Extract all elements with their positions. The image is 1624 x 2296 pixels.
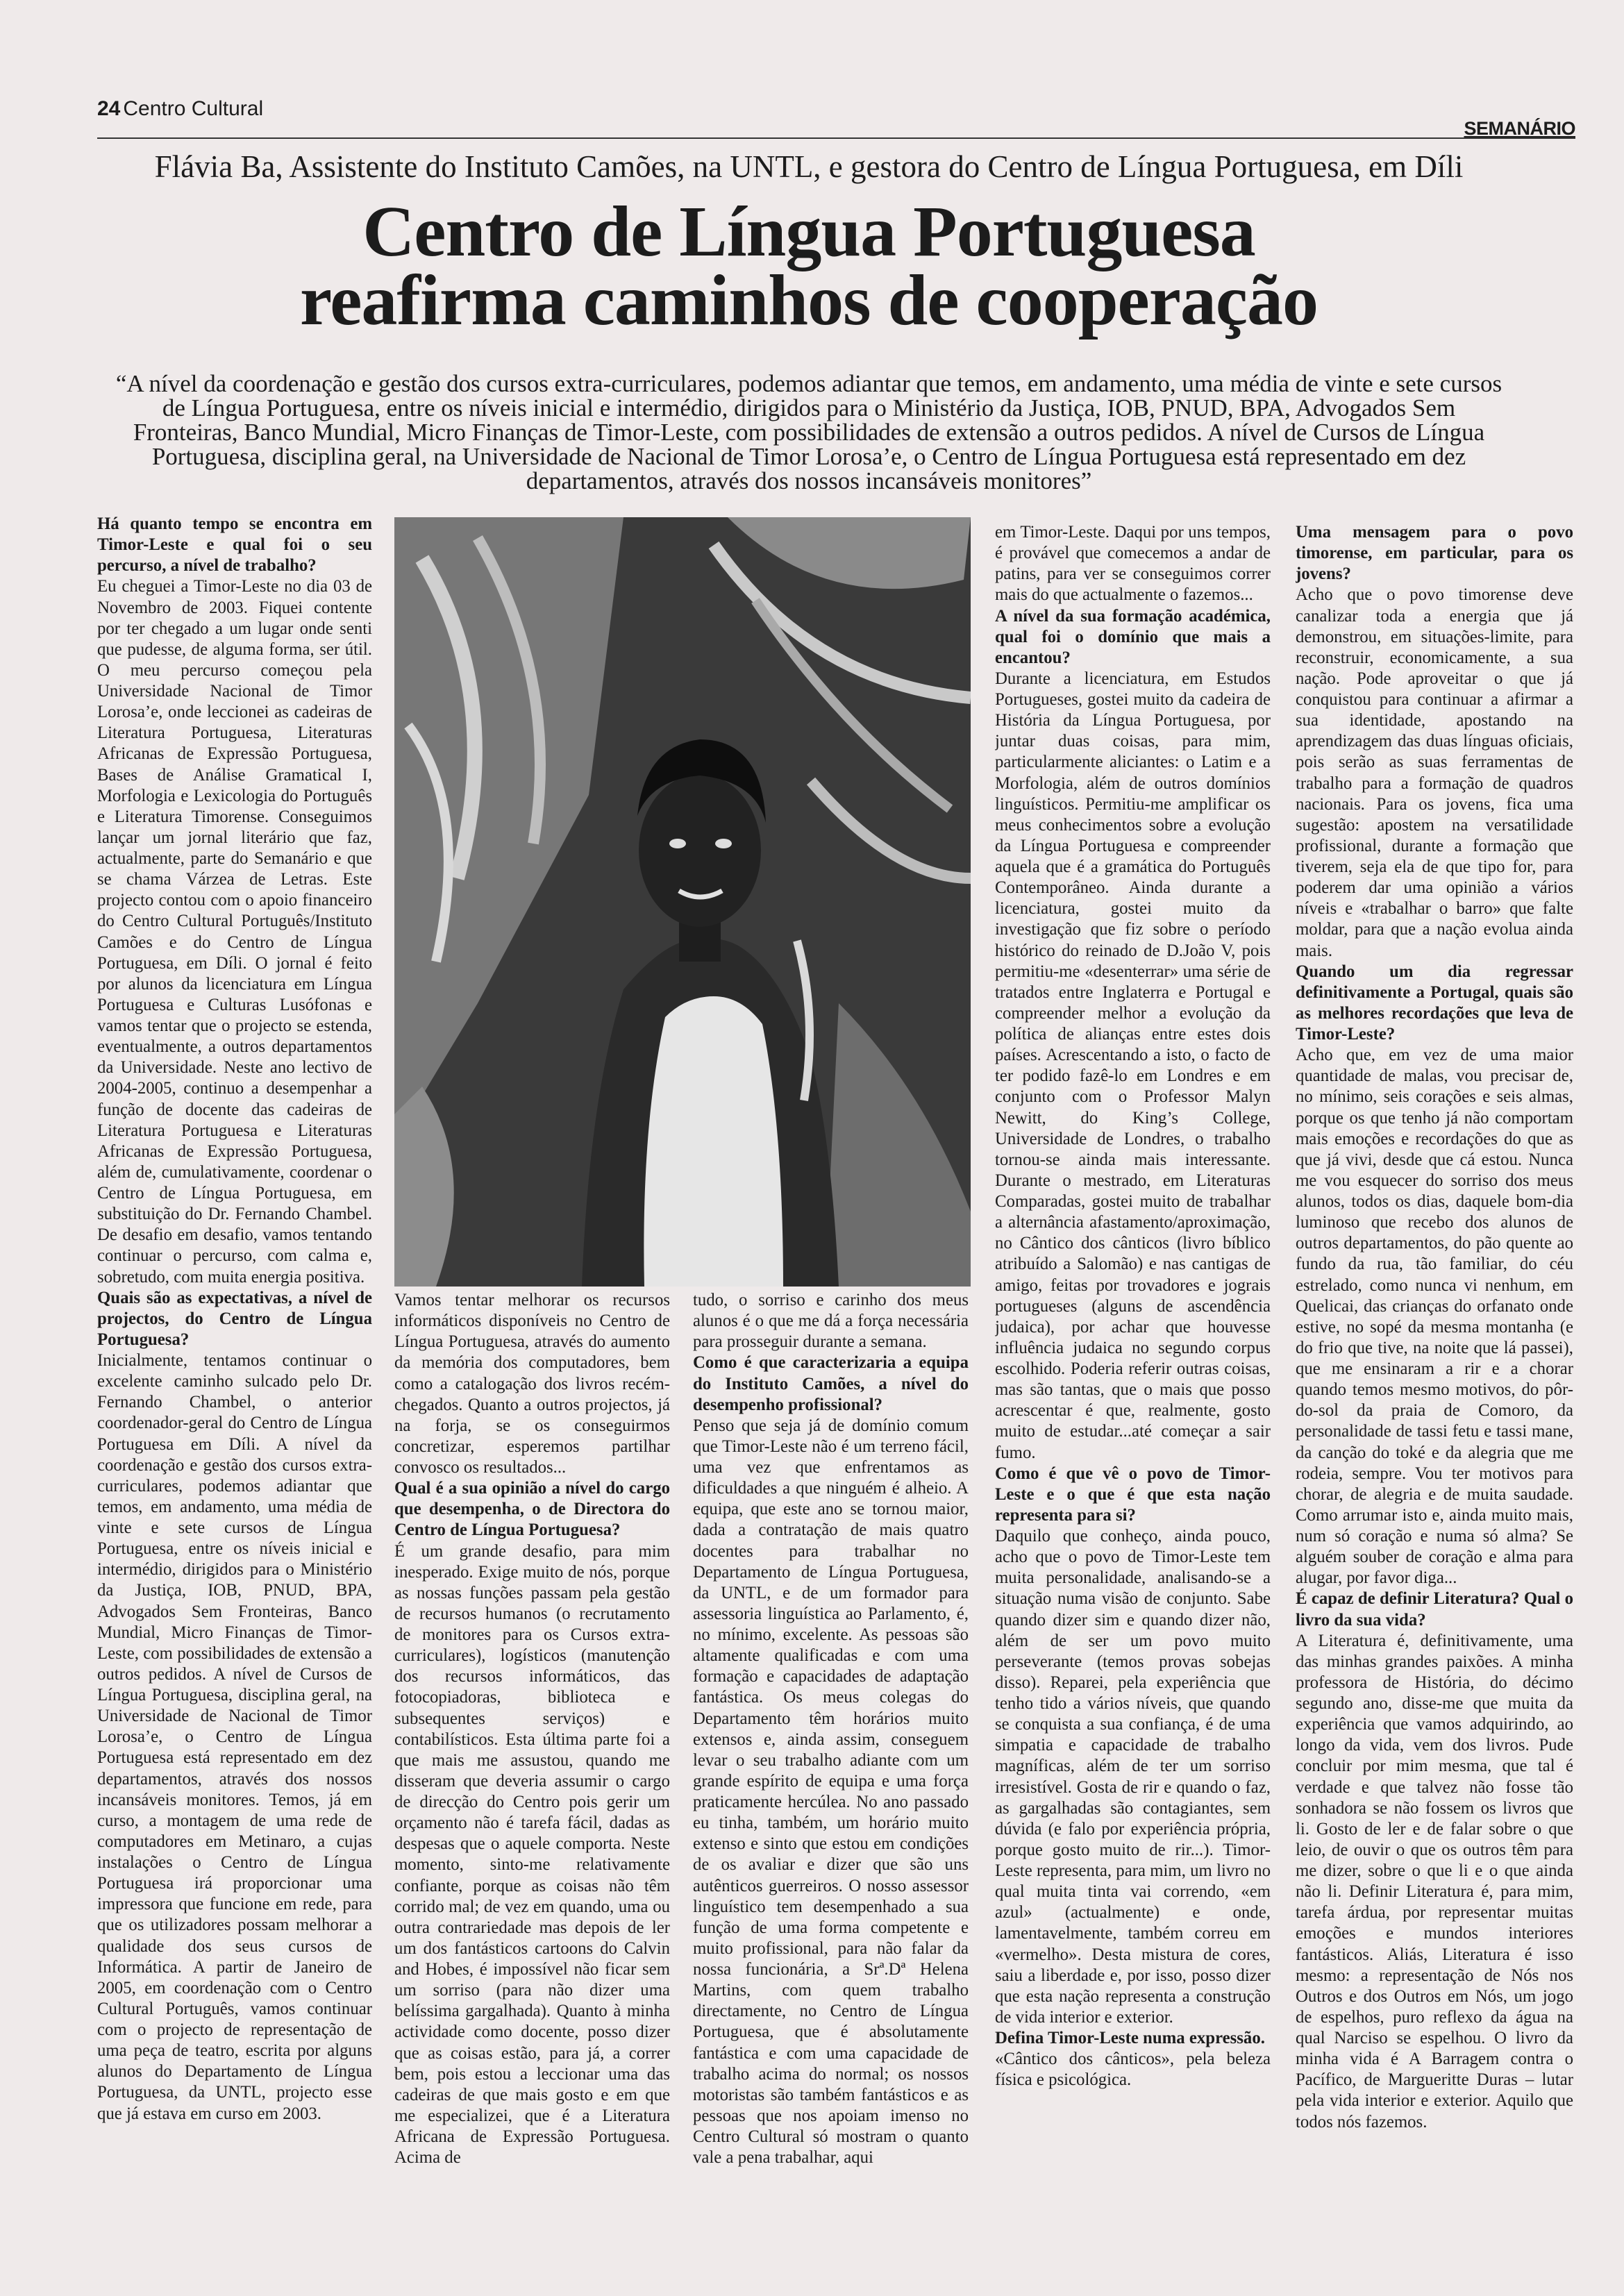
interview-question: Há quanto tempo se encontra em Timor-Leste e qual foi o seu percurso, a nível de trabalho? (97, 514, 372, 576)
interview-answer: Durante a licenciatura, em Estudos Portugueses, gostei muito da cadeira de História da Língua Portuguesa, por juntar duas coisas, para mim, particularmente aliciantes: o Latim e a Morfologia, além de outros domínios linguísticos. Permitiu-me amplificar os meus conhecimentos sobre a evolução da Língua Portuguesa e compreender aquela que é a gramática do Português Contemporâneo. Ainda durante a licenciatura, gostei muito da investigação que fiz sobre o período histórico do reinado de D.João V, pois permitiu-me «desenterrar» uma série de tratados entre Inglaterra e Portugal e compreender melhor a evolução da política de alianças entre estes dois países. Acrescentando a isto, o facto de ter podido fazê-lo em Londres e em conjunto com o Professor Malyn Newitt, do King’s College, Universidade de Londres, o trabalho tornou-se ainda mais interessante. Durante o mestrado, em Literaturas Comparadas, gostei muito de trabalhar a alternância afastamento/aproximação, no Cântico dos cânticos (livro bíblico atribuído a Salomão) e nas cantigas de amigo, feitas por trovadores e jograis portugueses (alguns de ascendência judaica), por achar que houvesse influência judaica no segundo corpus escolhido. Poderia referir outras coisas, mas são tantas, que o mais que posso acrescentar é que, realmente, gosto muito de estudar...até começar a sair fumo. (995, 669, 1271, 1462)
interview-answer: Acho que, em vez de uma maior quantidade de malas, vou precisar de, no mínimo, seis corações e seis almas, porque os que tenho já não comportam mais emoções e recordações do que as que já vivi, desde que cá estou. Nunca me vou esquecer do sorriso dos meus alunos, todos os dias, daquele bom-dia luminoso que recebo dos alunos de outros departamentos, do pão quente ao fundo da rua, tão familiar, do céu estrelado, como nunca vi nenhum, em Quelicai, das crianças do orfanato onde estive, no sopé da mesma montanha (e do frio que tive, na noite que lá passei), que me ensinaram a rir e a chorar quando temos mesmo motivos, do pôr-do-sol da praia de Comoro, da personalidade de tassi fetu e tassi mane, da canção do toké e da alegria que me rodeia, sempre. Vou ter motivos para chorar, de alegria e de muita saudade. Como arrumar isto e, ainda muito mais, num só coração e numa só alma? Se alguém souber de coração e alma para alugar, por favor diga... (1296, 1046, 1573, 1588)
interview-answer: Daquilo que conheço, ainda pouco, acho que o povo de Timor-Leste tem muita personalidade, analisando-se a situação numa visão de conjunto. Sabe quando dizer sim e quando dizer não, além de ser um povo muito perseverante (temos provas sobejas disso). Reparei, pela experiência que tenho tido a vários níveis, que quando se conquista a sua confiança, é de uma simpatia e capacidade de trabalho magníficas, além de ter um sorriso irresistível. Gosta de rir e quando o faz, as gargalhadas são contagiantes, sem dúvida (e falo por experiência própria, porque gosto muito de rir...). Timor-Leste representa, para mim, um livro no qual muita tinta vai correndo, «em azul» (actualmente) e onde, lamentavelmente, também correu em «vermelho». Desta mistura de cores, saiu a liberdade e, por isso, posso dizer que esta nação representa a construção de vida interior e exterior. (995, 1527, 1271, 2027)
newspaper-name: SEMANÁRIO (1464, 118, 1575, 139)
interview-answer: Eu cheguei a Timor-Leste no dia 03 de Novembro de 2003. Fiquei contente por ter chegado a um lugar onde senti que pudesse, de alguma forma, ser útil. O meu percurso começou pela Universidade Nacional de Timor Lorosa’e, onde leccionei as cadeiras de Literatura Portuguesa, Literaturas Africanas de Expressão Portuguesa, Bases de Análise Gramatical I, Morfologia e Lexicologia do Português e Literatura Timorense. Conseguimos lançar um jornal literário que faz, actualmente, parte do Semanário e que se chama Várzea de Letras. Este projecto contou com o apoio financeiro do Centro Cultural Português/Instituto Camões e do Centro de Língua Portuguesa, em Díli. O jornal é feito por alunos da licenciatura em Língua Portuguesa e Culturas Lusófonas e vamos tentar que o projecto se estenda, eventualmente, a outros departamentos da Universidade. Neste ano lectivo de 2004-2005, continuo a desempenhar a função de docente das cadeiras de Literatura Portuguesa e Literaturas Africanas de Expressão Portuguesa, além de, cumulativamente, coordenar o Centro de Língua Portuguesa, em substituição do Dr. Fernando Chambel. De desafio em desafio, vamos tentando continuar o percurso, com calma e, sobretudo, com muita energia positiva. (97, 577, 372, 1287)
article-headline (97, 192, 1521, 340)
interview-answer: «Cântico dos cânticos», pela beleza física e psicológica. (995, 2050, 1271, 2090)
interview-answer: em Timor-Leste. Daqui por uns tempos, é provável que comecemos a andar de patins, para ver se conseguimos correr mais do que actualmente o fazemos... (995, 523, 1271, 605)
section-name: Centro Cultural (123, 97, 264, 120)
interview-answer: A Literatura é, definitivamente, uma das minhas grandes paixões. A minha professora de História, do décimo segundo ano, disse-me que muita da experiência que vamos adquirindo, ao longo da vida, vem dos livros. Pude concluir por mim mesma, que tal é verdade e que talvez não fosse tão sonhadora se não fossem os livros que li. Gosto de ler e de falar sobre o que leio, de ouvir o que os outros têm para me dizer, sobre o que li e o que ainda não li. Definir Literatura é, para mim, tarefa árdua, por representar muitas emoções e mundos interiores fantásticos. Aliás, Literatura é isso mesmo: a representação de Nós nos Outros e dos Outros em Nós, um jogo de espelhos, puro reflexo da água na qual Narciso se espelhou. O livro da minha vida é A Barragem contra o Pacífico, de Margueritte Duras – lutar pela vida interior e exterior. Aquilo que todos nós fazemos. (1296, 1631, 1573, 2131)
interview-question: Qual é a sua opinião a nível do cargo que desempenha, o de Directora do Centro de Língua Portuguesa? (394, 1479, 670, 1540)
interview-answer: É um grande desafio, para mim inesperado. Exige muito de nós, porque as nossas funções passam pela gestão de recursos humanos (o recrutamento de monitores para os Cursos extra-curriculares), logísticos (manutenção dos recursos informáticos, das fotocopiadoras, biblioteca e subsequentes serviços) e contabilísticos. Esta última parte foi a que mais me assustou, quando me disseram que deveria assumir o cargo de direcção do Centro pois gerir um orçamento não é tarefa fácil, dadas as despesas que o aquele comporta. Neste momento, sinto-me relativamente confiante, porque as coisas não têm corrido mal; de vez em quando, uma ou outra contrariedade mas depois de ler um dos fantásticos cartoons do Calvin and Hobes, é impossível não ficar sem um sorriso (para não dizer uma belíssima gargalhada). Quanto à minha actividade como docente, posso dizer que as coisas estão, para já, a correr bem, pois estou a leccionar uma das cadeiras de que mais gosto e em que me especializei, que é a Literatura Africana de Expressão Portuguesa. Acima de (394, 1541, 670, 2168)
header-rule (97, 137, 1575, 139)
interview-question: Defina Timor-Leste numa expressão. (995, 2029, 1265, 2047)
headline-line-1: Centro de Língua Portuguesa (362, 192, 1255, 271)
article-column-1 (97, 514, 372, 2222)
article-column-4 (995, 522, 1271, 2227)
interview-question: A nível da sua formação académica, qual foi o domínio que mais a encantou? (995, 606, 1271, 667)
article-kicker: Flávia Ba, Assistente do Instituto Camões, na UNTL, e gestora do Centro de Língua Portuguesa, em Díli (154, 149, 1464, 184)
interview-question: É capaz de definir Literatura? Qual o livro da sua vida? (1296, 1589, 1573, 1629)
interview-question: Quando um dia regressar definitivamente a Portugal, quais são as melhores recordações que leva de Timor-Leste? (1296, 962, 1573, 1044)
interview-question: Como é que caracterizaria a equipa do Instituto Camões, a nível do desempenho profissional? (693, 1353, 969, 1414)
interview-question: Quais são as expectativas, a nível de projectos, do Centro de Língua Portuguesa? (97, 1288, 372, 1349)
interview-answer: Acho que o povo timorense deve canalizar toda a energia que já demonstrou, em situações-limite, para reconstruir, economicamente, a sua nação. Pode aproveitar o que já conquistou para continuar a afirmar a sua identidade, apostando na aprendizagem das duas línguas oficiais, pois serão as suas ferramentas de trabalho para a formação de quadros nacionais. Para os jovens, fica uma sugestão: apostem na versatilidade profissional, durante a formação que tiverem, seja ela de que tipo for, para poderem dar uma opinião a vários níveis e «trabalhar o barro» que falte moldar, para que a nação evolua ainda mais. (1296, 585, 1573, 960)
interview-question: Como é que vê o povo de Timor-Leste e o que é que esta nação representa para si? (995, 1464, 1271, 1525)
page-number: 24 (97, 97, 121, 120)
interview-answer: tudo, o sorriso e carinho dos meus alunos é o que me dá a força necessária para prosseguir durante a semana. (693, 1291, 969, 1352)
headline-line-2: reafirma caminhos de cooperação (299, 260, 1319, 340)
portrait-illustration (394, 517, 971, 1287)
article-column-2 (394, 1290, 670, 2227)
article-column-5 (1296, 522, 1573, 2227)
page-header (97, 97, 263, 121)
portrait-photo (394, 517, 971, 1287)
interview-question: Uma mensagem para o povo timorense, em particular, para os jovens? (1296, 523, 1573, 584)
article-column-3 (693, 1290, 969, 2227)
interview-answer: Inicialmente, tentamos continuar o excelente caminho sulcado pelo Dr. Fernando Chambel, o anterior coordenador-geral do Centro de Língua Portuguesa em Díli. A nível da coordenação e gestão dos cursos extra-curriculares, podemos adiantar que temos, em andamento, uma média de vinte e sete cursos de Língua Portuguesa, entre os níveis inicial e intermédio, dirigidos para o Ministério da Justiça, IOB, PNUD, BPA, Advogados Sem Fronteiras, Banco Mundial, Micro Finanças de Timor-Leste, com possibilidades de extensão a outros pedidos. A nível de Cursos de Língua Portuguesa, disciplina geral, na Universidade de Nacional de Timor Lorosa’e, o Centro de Língua Portuguesa está representado em dez departamentos, através dos nossos incansáveis monitores. Temos, já em curso, a montagem de uma rede de computadores em Metinaro, a cujas instalações o Centro de Língua Portuguesa irá proporcionar uma impressora que funcione em rede, para que os utilizadores possam melhorar a qualidade dos seus cursos de Informática. A partir de Janeiro de 2005, em coordenação com o Centro Cultural Português, vamos continuar com o projecto de representação de uma peça de teatro, escrita por alguns alunos do Departamento de Língua Portuguesa, da UNTL, projecto esse que já estava em curso em 2003. (97, 1351, 372, 2123)
article-lead: “A nível da coordenação e gestão dos cursos extra-curriculares, podemos adiantar que temos, em andamento, uma média de vinte e sete cursos de Língua Portuguesa, entre os níveis inicial e intermédio, dirigidos para o Ministério da Justiça, IOB, PNUD, BPA, Advogados Sem Fronteiras, Banco Mundial, Micro Finanças de Timor-Leste, com possibilidades de extensão a outros pedidos. A nível de Cursos de Língua Portuguesa, disciplina geral, na Universidade de Nacional de Timor Lorosa’e, o Centro de Língua Portuguesa está representado em dez departamentos, através dos nossos incansáveis monitores” (115, 370, 1502, 494)
interview-answer: Vamos tentar melhorar os recursos informáticos disponíveis no Centro de Língua Portuguesa, através do aumento da memória dos computadores, bem como a catalogação dos livros recém-chegados. Quanto a outros projectos, já na forja, se os conseguirmos concretizar, esperemos partilhar convosco os resultados... (394, 1291, 670, 1477)
interview-answer: Penso que seja já de domínio comum que Timor-Leste não é um terreno fácil, uma vez que enfrentamos as dificuldades a que ninguém é alheio. A equipa, que este ano se tornou maior, dada a contratação de mais quatro docentes para trabalhar no Departamento de Língua Portuguesa, da UNTL, e de um formador para assessoria linguística ao Parlamento, é, no mínimo, excelente. As pessoas são altamente qualificadas e com uma formação e capacidades de adaptação fantástica. Os meus colegas do Departamento têm horários muito extensos e, ainda assim, conseguem levar o seu trabalho adiante com um grande espírito de equipa e uma força praticamente hercúlea. No ano passado eu tinha, também, um horário muito extenso e sinto que estou em condições de os avaliar e dizer que são uns autênticos guerreiros. O nosso assessor linguístico tem desempenhado a sua função de uma forma competente e muito profissional, para não falar da nossa funcionária, a Srª.Dª Helena Martins, com quem trabalho directamente, no Centro de Língua Portuguesa, que é absolutamente fantástica e com uma capacidade de trabalho acima do normal; os nossos motoristas são também fantásticos e as pessoas que nos apoiam imenso no Centro Cultural só mostram o quanto vale a pena trabalhar, aqui (693, 1416, 969, 2168)
